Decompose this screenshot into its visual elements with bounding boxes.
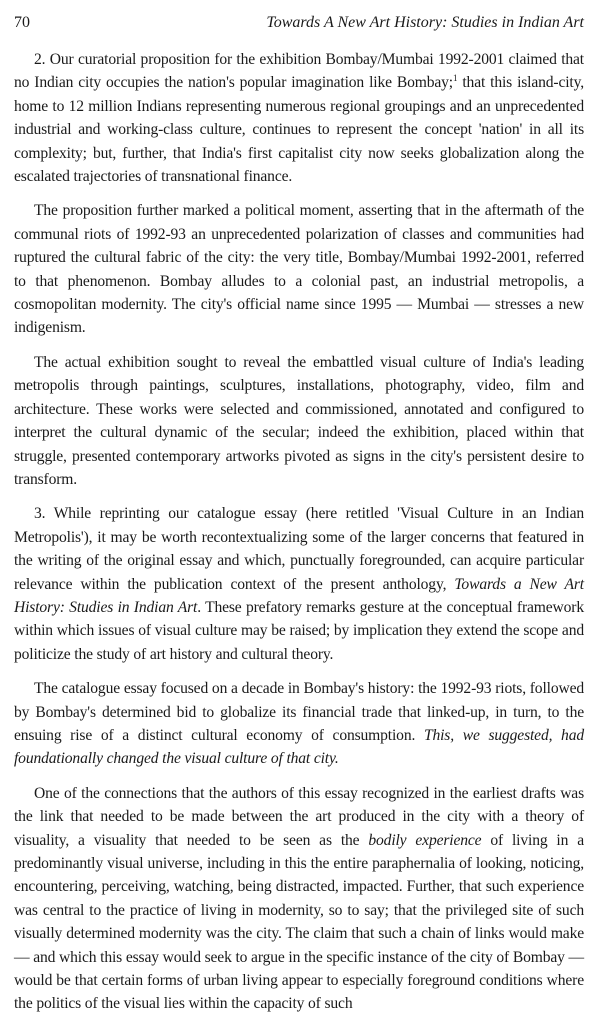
footnote-marker[interactable]: 1	[453, 73, 458, 84]
paragraph-4-text-b: . These prefatory remarks gesture at the conceptual framework within which issues of visual culture may be raised; by implication they extend the scope and politicize the study of art history and cultural theory.	[14, 598, 584, 663]
paragraph-1-text-a: 2. Our curatorial proposition for the exhibition Bombay/Mumbai 1992-2001 claimed that no Indian city occupies the nation's popular imagination like Bombay;	[14, 51, 584, 92]
paragraph-6	[14, 782, 584, 1016]
paragraph-1-text-b: that this island-city, home to 12 million Indians representing numerous regional groupings and an unprecedented industrial and working-class culture, continues to represent the concept 'nation' in all its complexity; but, further, that India's first capitalist city now seeks globalization along the escalated trajectories of transnational finance.	[14, 74, 584, 186]
book-title: Towards A New Art History: Studies in Indian Art	[266, 14, 584, 31]
paragraph-3: The actual exhibition sought to reveal the embattled visual culture of India's leading metropolis through paintings, sculptures, installations, photography, video, film and architecture. These works were selected and commissioned, annotated and configured to interpret the cultural dynamic of the secular; indeed the exhibition, placed within that struggle, presented contemporary artworks pivoted as signs in the city's persistent desire to transform.	[14, 353, 584, 488]
paragraph-5-italic: This, we suggested, had foundationally changed the visual culture of that city.	[14, 726, 584, 768]
running-head	[14, 14, 584, 38]
paragraph-1	[14, 48, 584, 188]
paragraph-5-text-a: The catalogue essay focused on a decade in Bombay's history: the 1992-93 riots, followed by Bombay's determined bid to globalize its financial trade that linked-up, in turn, to the ensuing rise of a distinct cultural economy of consumption.	[14, 680, 584, 744]
paragraph-4	[14, 502, 584, 666]
anthology-title: Towards a New Art History: Studies in Indian Art	[14, 575, 584, 616]
paragraph-6-text-a: One of the connections that the authors of this essay recognized in the earliest drafts was the link that needed to be made between the art produced in the city with a theory of visuality, a visuality that needed to be seen as the	[14, 784, 584, 849]
bodily-experience-phrase: bodily experience	[368, 831, 482, 849]
paragraph-6-text-b: of living in a predominantly visual universe, including in this the entire paraphernalia of looking, noticing, encountering, perceiving, watching, being distracted, impacted. Further, that such experience was central to the practice of living in modernity, so to say; that the privileged site of such visually determined modernity was the city. The claim that such a chain of links would make — and which this essay would seek to argue in the specific instance of the city of Bombay — would be that certain forms of urban living appear to especially foreground conditions where the politics of the visual lies within the capacity of such	[14, 831, 584, 1013]
paragraph-2: The proposition further marked a political moment, asserting that in the aftermath of the communal riots of 1992-93 an unprecedented polarization of classes and communities had ruptured the cultural fabric of the city: the very title, Bombay/Mumbai 1992-2001, referred to that phenomenon. Bombay alludes to a colonial past, an industrial metropolis, a cosmopolitan modernity. The city's official name since 1995 — Mumbai — stresses a new indigenism.	[14, 202, 584, 337]
paragraph-5	[14, 677, 584, 771]
paragraph-4-text-a: 3. While reprinting our catalogue essay (here retitled 'Visual Culture in an Indian Metropolis'), it may be worth recontextualizing some of the larger concerns that featured in the writing of the original essay and which, punctually foregrounded, can acquire particular relevance within the publication context of the present anthology,	[14, 505, 584, 593]
page-number: 70	[14, 14, 30, 31]
